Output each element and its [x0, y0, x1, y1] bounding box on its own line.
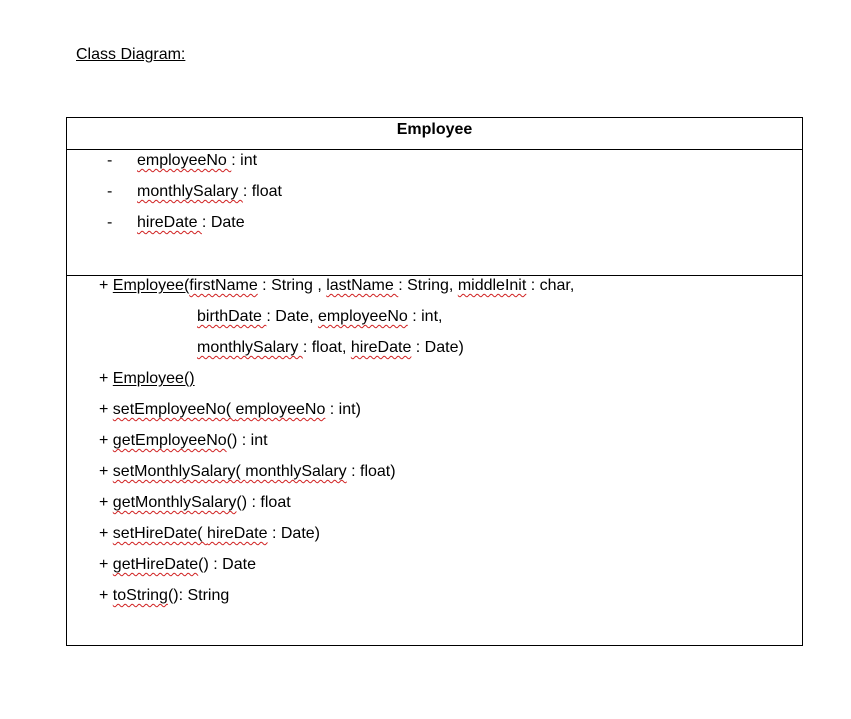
- visibility-marker: -: [107, 183, 113, 200]
- visibility-marker: -: [107, 152, 113, 169]
- method-row: + getEmployeeNo() : int: [99, 432, 268, 449]
- method-name: getHireDate: [112, 556, 199, 573]
- attribute-type: float: [247, 183, 282, 200]
- method-name: getMonthlySalary: [112, 494, 237, 511]
- visibility-marker: -: [107, 214, 113, 231]
- attribute-text: monthlySalary : float: [137, 183, 282, 200]
- method-row: + getHireDate() : Date: [99, 556, 256, 573]
- method-row: + getMonthlySalary() : float: [99, 494, 291, 511]
- method-name: setEmployeeNo(: [112, 401, 236, 418]
- method-name: setHireDate(: [112, 525, 208, 542]
- attribute-name: employeeNo: [137, 152, 232, 169]
- method-name: Employee(): [112, 370, 195, 387]
- method-name: toString: [112, 587, 168, 604]
- attribute-text: hireDate : Date: [137, 214, 245, 231]
- method-row: + setEmployeeNo( employeeNo : int): [99, 401, 361, 418]
- method-name: Employee(: [112, 277, 190, 294]
- class-box-employee: [66, 117, 803, 646]
- attribute-type: Date: [206, 214, 245, 231]
- attributes-section: [67, 150, 802, 276]
- method-row: + setHireDate( hireDate : Date): [99, 525, 320, 542]
- method-name: setMonthlySalary(: [112, 463, 246, 480]
- class-name: Employee: [67, 118, 802, 150]
- method-row: + setMonthlySalary( monthlySalary : float): [99, 463, 396, 480]
- attribute-name: hireDate: [137, 214, 202, 231]
- attribute-type: int: [235, 152, 258, 169]
- attribute-text: employeeNo : int: [137, 152, 258, 169]
- attribute-name: monthlySalary: [137, 183, 243, 200]
- method-row: + Employee(firstName : String , lastName : String, middleInit : char,: [99, 277, 575, 294]
- diagram-title: Class Diagram:: [76, 46, 186, 63]
- method-name: getEmployeeNo: [112, 432, 227, 449]
- method-row: + Employee(): [99, 370, 195, 387]
- method-row: + toString(): String: [99, 587, 230, 604]
- method-row-continuation: birthDate : Date, employeeNo : int,: [197, 308, 443, 325]
- method-row-continuation: monthlySalary : float, hireDate : Date): [197, 339, 464, 356]
